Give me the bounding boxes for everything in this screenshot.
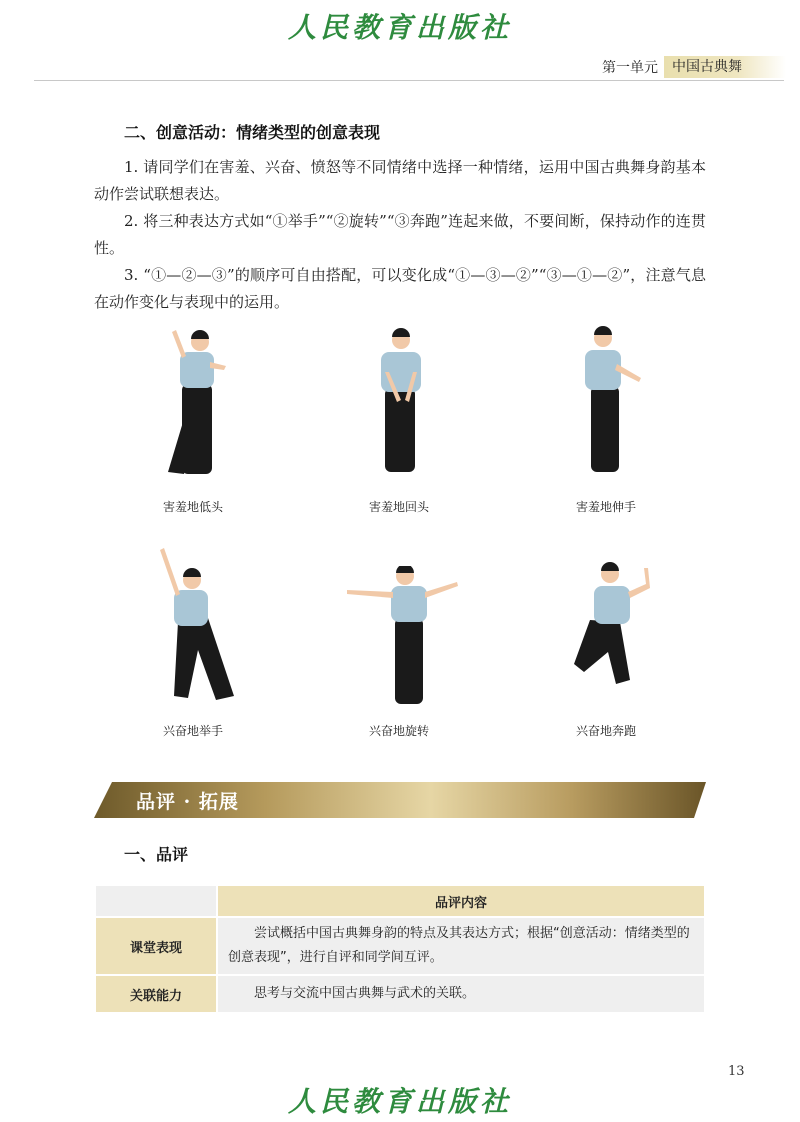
review-table [94, 884, 706, 1014]
page-number: 13 [728, 1064, 745, 1079]
dancer-photo-excited-run [550, 560, 670, 720]
row-label: 课堂表现 [95, 917, 217, 975]
dancer-photo-shy-reach-out [545, 322, 665, 482]
banner-title: 品评 · 拓展 [136, 791, 239, 813]
dancer-photo-shy-look-back [345, 322, 465, 482]
paragraph-1: 1. 请同学们在害羞、兴奋、愤怒等不同情绪中选择一种情绪，运用中国古典舞身韵基本动作尝试联想表达。 [94, 158, 706, 203]
publisher-logo-top: 人民教育出版社 [287, 11, 512, 44]
paragraph-2: 2. 将三种表达方式如“①举手”“②旋转”“③奔跑”连起来做，不要间断，保持动作的连贯性。 [94, 212, 706, 257]
table-row [95, 975, 705, 1013]
unit-topic-tab: 中国古典舞 [664, 56, 786, 78]
row-content: 尝试概括中国古典舞身韵的特点及其表达方式；根据“创意活动：情绪类型的创意表现”，进行自评和同学间互评。 [217, 917, 705, 975]
dancer-photo-shy-lower-head [150, 322, 270, 482]
figure-caption-4: 兴奋地举手 [162, 724, 223, 738]
table-row [95, 917, 705, 975]
table-header-row [95, 885, 705, 917]
header-divider [34, 80, 784, 81]
figure-caption-2: 害羞地回头 [368, 500, 429, 514]
dancer-photo-excited-raise-hand [148, 546, 268, 706]
publisher-logo-bottom: 人民教育出版社 [287, 1085, 512, 1118]
row-content: 思考与交流中国古典舞与武术的关联。 [217, 975, 705, 1013]
row-label: 关联能力 [95, 975, 217, 1013]
figure-caption-3: 害羞地伸手 [575, 500, 636, 514]
figure-caption-1: 害羞地低头 [162, 500, 223, 514]
table-header-cell: 品评内容 [217, 885, 705, 917]
figure-caption-6: 兴奋地奔跑 [575, 724, 636, 738]
unit-label: 第一单元 [602, 60, 658, 76]
section-title: 二、创意活动：情绪类型的创意表现 [124, 123, 381, 142]
review-subtitle: 一、品评 [124, 845, 189, 864]
dancer-photo-excited-spin [345, 566, 465, 726]
figure-caption-5: 兴奋地旋转 [368, 724, 429, 738]
paragraph-3: 3. “①—②—③”的顺序可自由搭配，可以变化成“①—③—②”“③—①—②”，注意气息在动作变化与表现中的运用。 [94, 266, 706, 311]
table-corner-cell [95, 885, 217, 917]
